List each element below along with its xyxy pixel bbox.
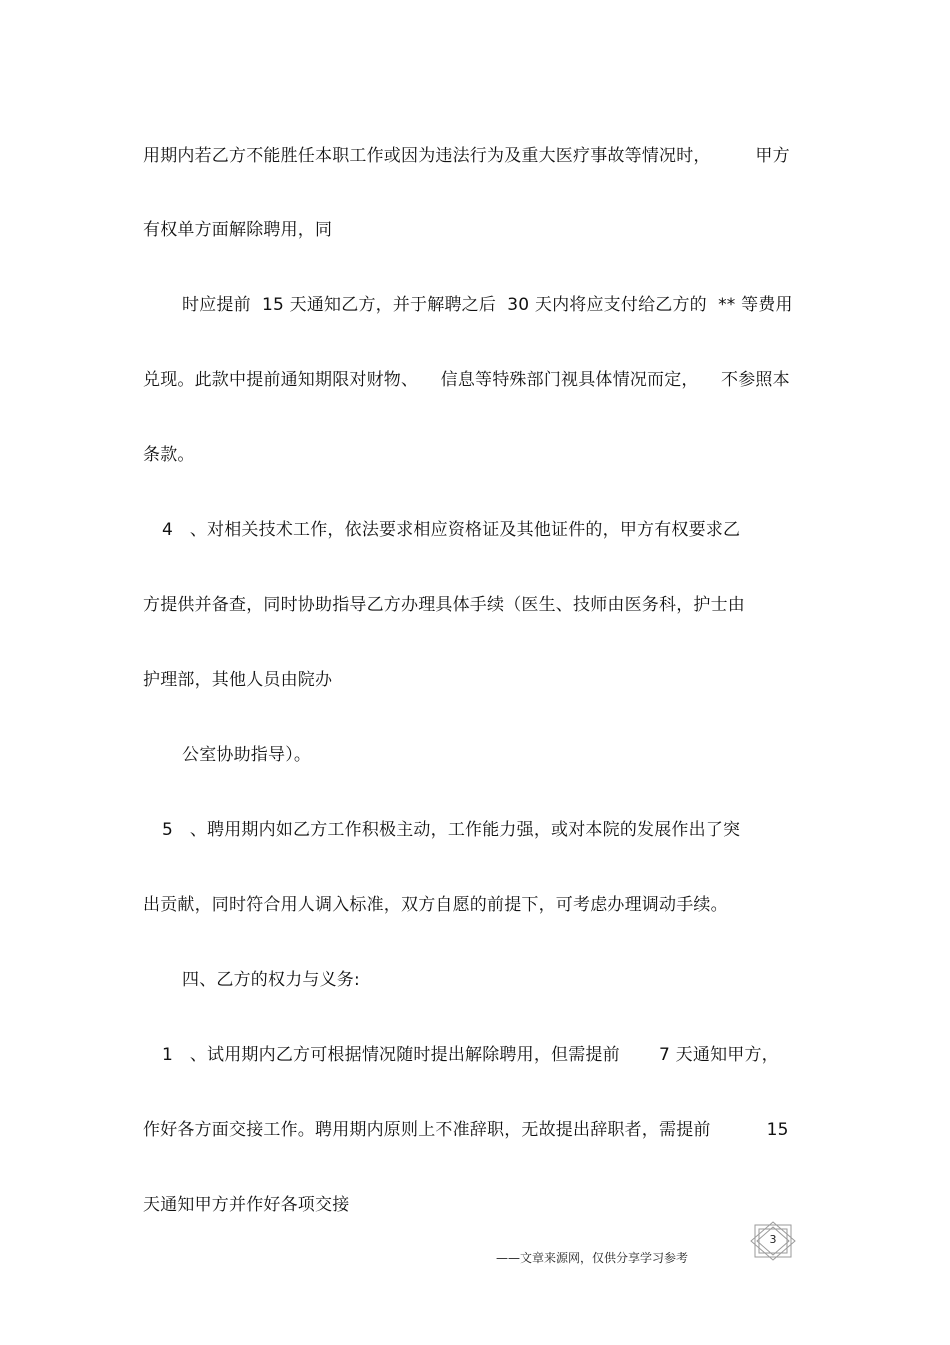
- page-number-badge: [749, 1221, 797, 1261]
- body-line-6: 4 、对相关技术工作，依法要求相应资格证及其他证件的，甲方有权要求乙: [162, 520, 741, 540]
- body-line-10: 5 、聘用期内如乙方工作积极主动，工作能力强，或对本院的发展作出了突: [162, 820, 741, 840]
- body-line-15: 天通知甲方并作好各项交接: [143, 1195, 350, 1215]
- section-heading: 四、乙方的权力与义务:: [182, 970, 360, 990]
- footer-source-note: ——文章来源网，仅供分享学习参考: [496, 1251, 689, 1265]
- body-line-14: 作好各方面交接工作。聘用期内原则上不准辞职，无故提出辞职者，需提前 15: [143, 1120, 789, 1140]
- body-line-7: 方提供并备查，同时协助指导乙方办理具体手续（医生、技师由医务科，护士由: [143, 595, 745, 615]
- body-line-5: 条款。: [143, 445, 195, 465]
- body-line-4: 兑现。此款中提前通知期限对财物、 信息等特殊部门视具体情况而定， 不参照本: [143, 370, 790, 390]
- body-line-8: 护理部，其他人员由院办: [143, 670, 333, 690]
- body-line-9: 公室协助指导）。: [182, 745, 312, 765]
- body-line-3: 时应提前 15 天通知乙方，并于解聘之后 30 天内将应支付给乙方的 ** 等费用: [182, 295, 793, 315]
- page-number: 3: [769, 1233, 777, 1246]
- body-line-2: 有权单方面解除聘用，同: [143, 220, 333, 240]
- body-line-11: 出贡献，同时符合用人调入标准，双方自愿的前提下，可考虑办理调动手续。: [143, 895, 728, 915]
- body-line-1: 用期内若乙方不能胜任本职工作或因为违法行为及重大医疗事故等情况时， 甲方: [143, 146, 790, 166]
- body-line-13: 1 、试用期内乙方可根据情况随时提出解除聘用，但需提前 7 天通知甲方，: [162, 1045, 779, 1065]
